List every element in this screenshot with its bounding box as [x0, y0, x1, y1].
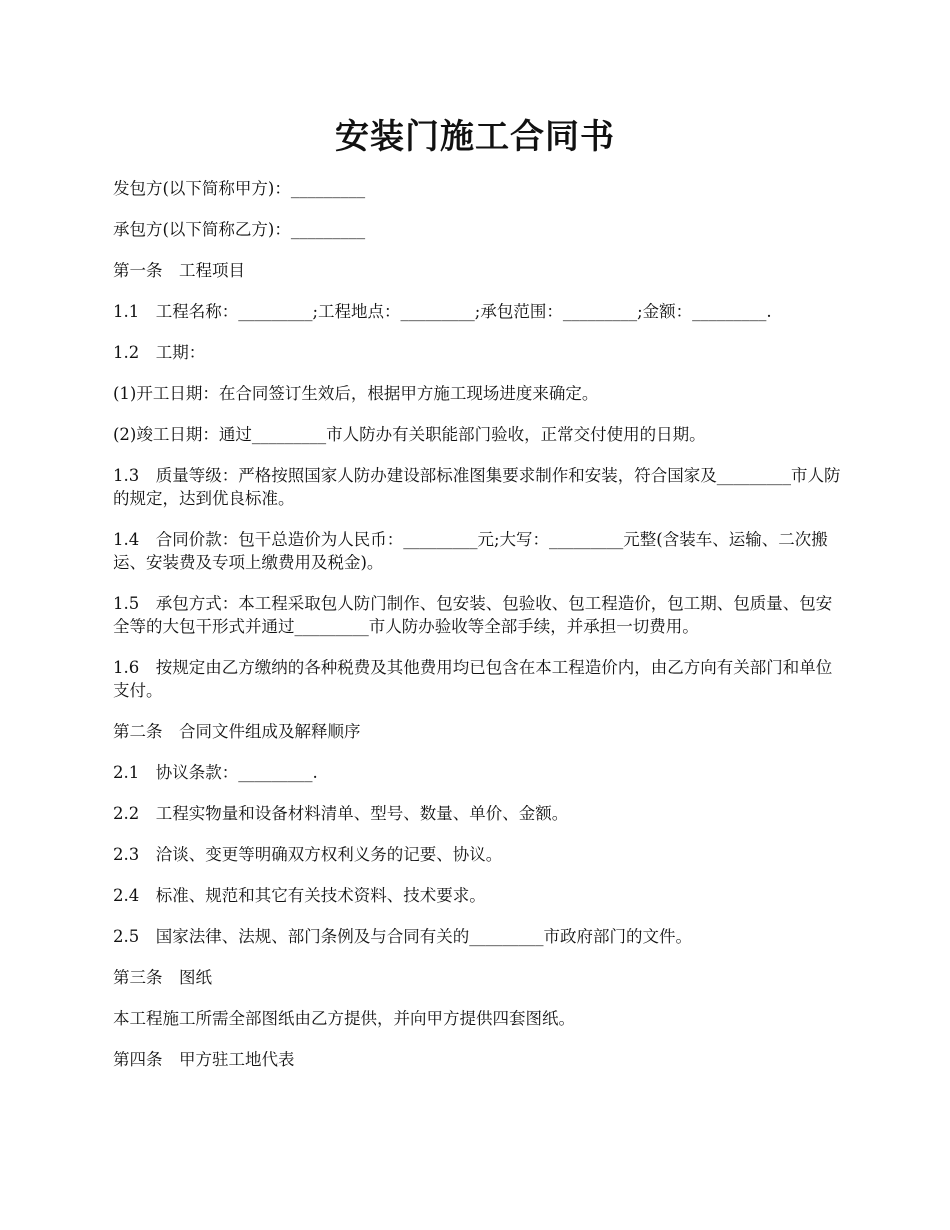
clause-1-2-start-date: (1)开工日期：在合同签订生效后，根据甲方施工现场进度来确定。: [113, 384, 599, 403]
clause-1-2: 1.2 工期：: [113, 343, 206, 362]
clause-1-5: 1.5 承包方式：本工程采取包人防门制作、包安装、包验收、包工程造价，包工期、包质量、包安全等的大包干形式并通过_________市人防办验收等全部手续，并承担一切费用。: [113, 594, 833, 636]
article-1-heading: 第一条 工程项目: [113, 261, 245, 280]
article-4-heading: 第四条 甲方驻工地代表: [113, 1050, 295, 1069]
clause-2-3: 2.3 洽谈、变更等明确双方权利义务的记要、协议。: [113, 845, 503, 864]
party-a-line: 发包方(以下简称甲方)：_________: [113, 179, 366, 198]
clause-1-4: 1.4 合同价款：包干总造价为人民币：_________元;大写：_________元整(含装车、运输、二次搬运、安装费及专项上缴费用及税金)。: [113, 530, 828, 572]
document-body: [113, 177, 848, 1089]
clause-2-4: 2.4 标准、规范和其它有关技术资料、技术要求。: [113, 886, 486, 905]
clause-1-1: 1.1 工程名称：_________;工程地点：_________;承包范围：_________;金额：_________.: [113, 302, 772, 321]
article-3-text: 本工程施工所需全部图纸由乙方提供，并向甲方提供四套图纸。: [113, 1009, 575, 1028]
clause-2-2: 2.2 工程实物量和设备材料清单、型号、数量、单价、金额。: [113, 804, 569, 823]
clause-2-5: 2.5 国家法律、法规、部门条例及与合同有关的_________市政府部门的文件。: [113, 927, 692, 946]
clause-1-2-end-date: (2)竣工日期：通过_________市人防办有关职能部门验收，正常交付使用的日期。: [113, 425, 706, 444]
article-3-heading: 第三条 图纸: [113, 968, 212, 987]
article-2-heading: 第二条 合同文件组成及解释顺序: [113, 722, 361, 741]
clause-2-1: 2.1 协议条款：_________.: [113, 763, 318, 782]
clause-1-6: 1.6 按规定由乙方缴纳的各种税费及其他费用均已包含在本工程造价内，由乙方向有关部门和单位支付。: [113, 658, 833, 700]
clause-1-3: 1.3 质量等级：严格按照国家人防办建设部标准图集要求制作和安装，符合国家及_________市人防的规定，达到优良标准。: [113, 466, 841, 508]
document-title: 安装门施工合同书: [335, 117, 615, 157]
party-b-line: 承包方(以下简称乙方)：_________: [113, 220, 366, 239]
